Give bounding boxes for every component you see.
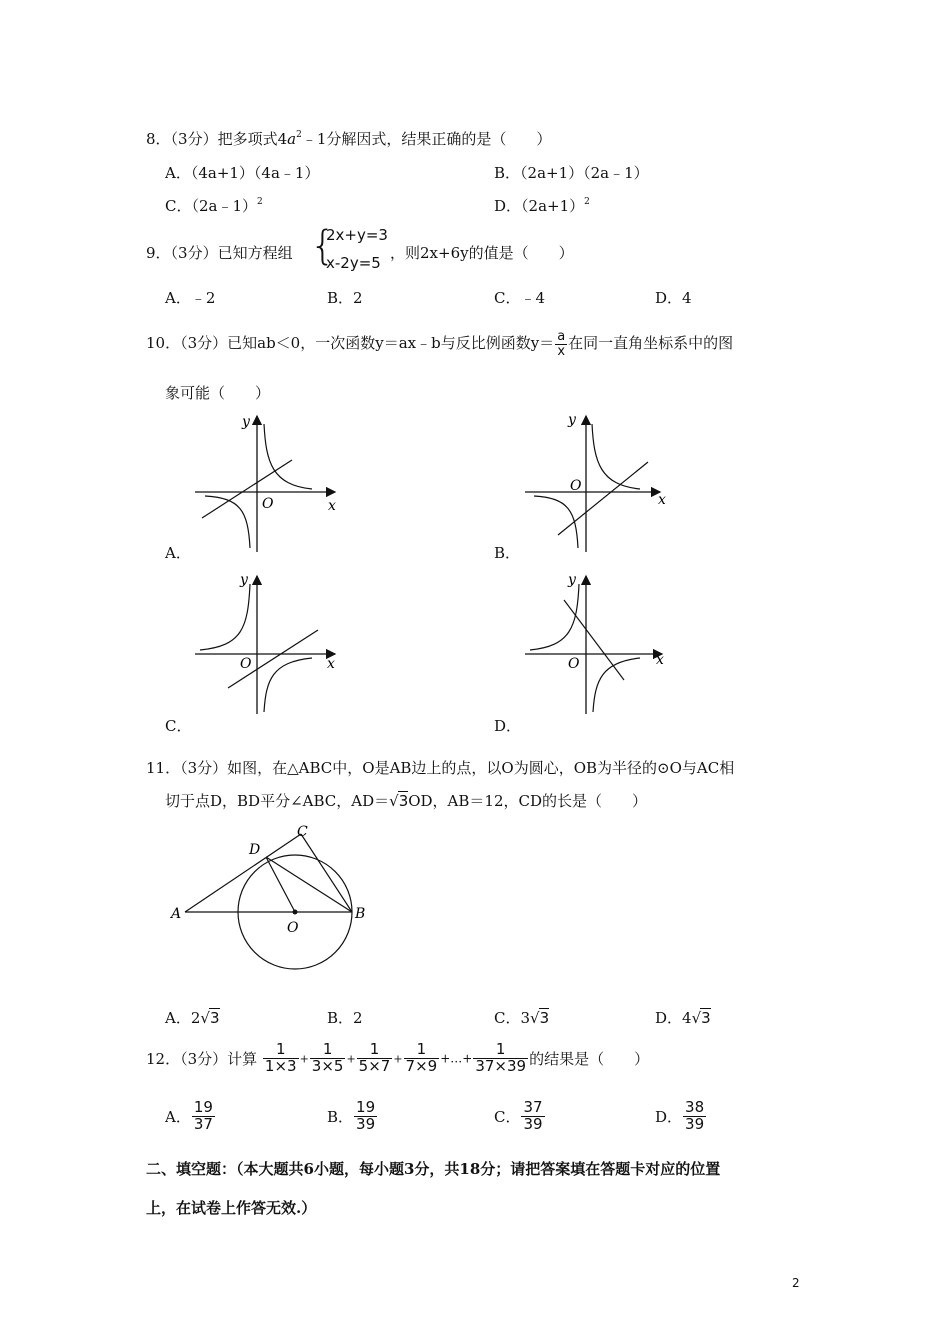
section2-heading-line1: 二、填空题：（本大题共6小题，每小题3分，共18分；请把答案填在答题卡对应的位置 <box>146 1160 721 1178</box>
q9-brace: { <box>310 223 336 269</box>
x-label: x <box>328 498 336 514</box>
y-label: y <box>240 572 248 588</box>
q9-stem-suffix: ，则2x+6y的值是（ ） <box>390 244 574 262</box>
origin-label: O <box>262 496 274 512</box>
segment-ac <box>185 834 301 912</box>
hyperbola-branch-1 <box>264 424 312 489</box>
q10-graph-a <box>190 410 350 560</box>
q12-option-d[interactable]: D． $\frac{38}{39}$ <box>655 1098 705 1133</box>
q10-option-d[interactable]: D． <box>494 717 522 735</box>
q12-term-4: $\frac{1}{7\times 9}$ <box>405 1040 438 1075</box>
q10-stem-line1: 10．（3分）已知ab＜0，一次函数y＝ax﹣b与反比例函数y＝ $\frac{a}{x}$ 在同一直角坐标系中的图 <box>146 329 734 359</box>
x-label: x <box>658 492 666 508</box>
q9-option-a[interactable]: A．﹣2 <box>165 289 216 307</box>
q9-option-b[interactable]: B．2 <box>327 289 363 307</box>
hyperbola-branch-1 <box>530 584 579 650</box>
q8-stem: 8．（3分）把多项式$4a^2﹣1$分解因式，结果正确的是（ ） <box>146 130 552 148</box>
q8-option-d[interactable]: D．$(2a+1)^2$ <box>494 197 590 215</box>
q10-option-a[interactable]: A． <box>165 544 191 562</box>
hyperbola-branch-1 <box>592 424 640 489</box>
q10-graph-c <box>190 570 350 720</box>
label-c: C <box>297 824 308 840</box>
hyperbola-branch-2 <box>593 658 640 712</box>
q9-equation-2: x-2y=5 <box>326 254 381 272</box>
label-d: D <box>249 842 261 858</box>
label-b: B <box>355 906 366 922</box>
hyperbola-branch-2 <box>534 496 578 548</box>
line-graph <box>558 462 648 535</box>
hyperbola-branch-1 <box>200 584 250 650</box>
section2-heading-line2: 上，在试卷上作答无效.） <box>146 1199 317 1217</box>
q12-term-3: $\frac{1}{5\times 7}$ <box>358 1040 391 1075</box>
label-a: A <box>171 906 182 922</box>
origin-label: O <box>240 656 252 672</box>
x-label: x <box>656 652 664 668</box>
q11-option-c[interactable]: C．3√3 <box>494 1009 550 1027</box>
segment-od <box>266 857 295 912</box>
x-label: x <box>327 656 335 672</box>
segment-cb <box>301 834 352 912</box>
q10-graph-b <box>520 410 680 560</box>
q12-term-1: $\frac{1}{1\times 3}$ <box>264 1040 297 1075</box>
q12-option-c[interactable]: C． $\frac{37}{39}$ <box>494 1098 543 1133</box>
y-label: y <box>568 572 576 588</box>
q12-stem: 12．（3分）计算 $\frac{1}{1\times 3}$ + $\frac{1}{3\times 5}$ + $\frac{1}{5\times 7}$ + $\frac{1}{7\times 9}$ +…+ $\frac{1}{37\times 39}$ 的结果是（ ） <box>146 1040 650 1075</box>
q11-option-d[interactable]: D．4√3 <box>655 1009 711 1027</box>
q9-equation-1: 2x+y=3 <box>326 226 388 244</box>
hyperbola-branch-2 <box>264 658 312 712</box>
y-label: y <box>242 414 250 430</box>
q12-option-b[interactable]: B． $\frac{19}{39}$ <box>327 1098 376 1133</box>
q11-figure <box>165 822 385 972</box>
q10-option-b[interactable]: B． <box>494 544 521 562</box>
q10-stem-line2: 象可能（ ） <box>165 384 271 402</box>
y-label: y <box>568 412 576 428</box>
q11-option-b[interactable]: B．2 <box>327 1009 363 1027</box>
origin-label: O <box>570 478 582 494</box>
q10-option-c[interactable]: C． <box>165 717 192 735</box>
center-point <box>293 910 298 915</box>
q11-option-a[interactable]: A．2√3 <box>165 1009 220 1027</box>
segment-db <box>266 857 352 912</box>
q12-term-2: $\frac{1}{3\times 5}$ <box>311 1040 344 1075</box>
q12-term-5: $\frac{1}{37\times 39}$ <box>475 1040 527 1075</box>
page-number: 2 <box>792 1276 800 1290</box>
q12-option-a[interactable]: A． $\frac{19}{37}$ <box>165 1098 213 1133</box>
q9-option-d[interactable]: D．4 <box>655 289 692 307</box>
q9-option-c[interactable]: C．﹣4 <box>494 289 546 307</box>
q8-option-c[interactable]: C．（2a﹣1）$^2$ <box>165 197 263 215</box>
q11-stem-line1: 11．（3分）如图，在△ABC中，O是AB边上的点，以O为圆心，OB为半径的⊙O与AC相 <box>146 759 735 777</box>
q10-graph-d <box>520 570 680 720</box>
q9-stem-prefix: 9．（3分）已知方程组 <box>146 244 293 262</box>
q8-option-a[interactable]: A．（4a+1）（4a﹣1） <box>165 164 320 182</box>
line-graph <box>202 460 292 518</box>
origin-label: O <box>568 656 580 672</box>
q8-option-b[interactable]: B．（2a+1）（2a﹣1） <box>494 164 649 182</box>
q11-stem-line2: 切于点D，BD平分∠ABC，AD＝√3OD，AB＝12，CD的长是（ ） <box>165 792 648 810</box>
label-o: O <box>287 920 299 936</box>
hyperbola-branch-2 <box>205 496 250 548</box>
